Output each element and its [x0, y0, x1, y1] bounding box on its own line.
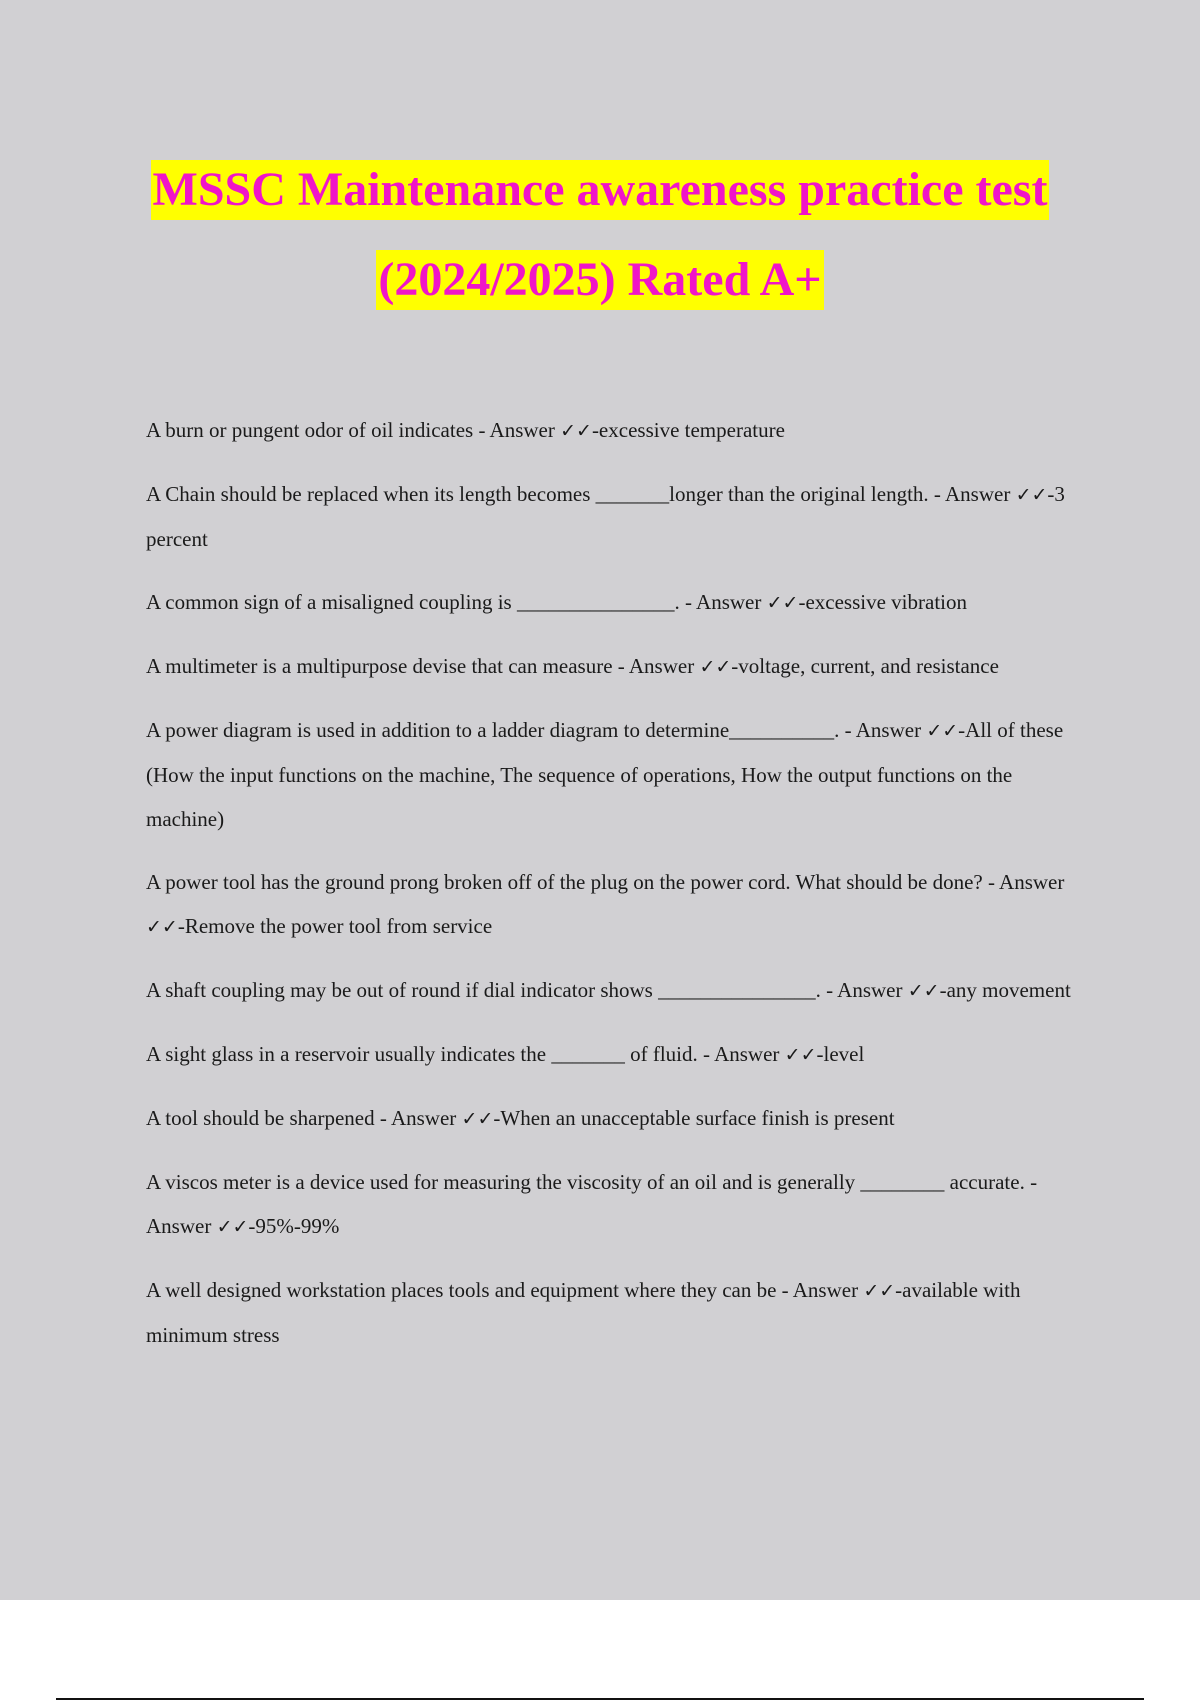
double-check-icon: ✓✓ [1015, 484, 1048, 506]
question-text: A shaft coupling may be out of round if dial indicator shows _______________. - Answer [146, 978, 908, 1002]
qa-list [146, 408, 1086, 1376]
qa-item [146, 408, 1086, 453]
question-text: A power tool has the ground prong broken off of the plug on the power cord. What should be done? - Answer [146, 870, 1065, 894]
qa-item [146, 1268, 1086, 1357]
answer-text: -any movement [939, 978, 1071, 1002]
double-check-icon: ✓✓ [926, 720, 959, 742]
question-text: A well designed workstation places tools and equipment where they can be - Answer [146, 1278, 864, 1302]
qa-item [146, 644, 1086, 689]
qa-item [146, 860, 1086, 949]
question-text: A viscos meter is a device used for measuring the viscosity of an oil and is generally ________ accurate. - Answer [146, 1170, 1038, 1238]
qa-item [146, 708, 1086, 841]
answer-text: -When an unacceptable surface finish is present [493, 1106, 895, 1130]
qa-item [146, 1160, 1086, 1249]
qa-item [146, 1032, 1086, 1077]
double-check-icon: ✓✓ [766, 592, 799, 614]
answer-text: -Remove the power tool from service [177, 914, 493, 938]
page-title [0, 160, 1200, 310]
answer-text: -available with minimum stress [146, 1278, 1021, 1347]
qa-item [146, 580, 1086, 625]
double-check-icon: ✓✓ [863, 1280, 896, 1302]
answer-text: -3 percent [146, 482, 1065, 551]
double-check-icon: ✓✓ [907, 980, 940, 1002]
question-text: A sight glass in a reservoir usually indicates the _______ of fluid. - Answer [146, 1042, 785, 1066]
question-text: A power diagram is used in addition to a ladder diagram to determine__________. - Answer [146, 718, 927, 742]
question-text: A burn or pungent odor of oil indicates - Answer [146, 418, 561, 442]
answer-text: -excessive temperature [591, 418, 785, 442]
double-check-icon: ✓✓ [146, 916, 178, 938]
double-check-icon: ✓✓ [461, 1108, 494, 1130]
question-text: A tool should be sharpened - Answer [146, 1106, 462, 1130]
answer-text: -level [816, 1042, 865, 1066]
question-text: A Chain should be replaced when its length becomes _______longer than the original length. - Answer [146, 482, 1016, 506]
answer-text: -95%-99% [248, 1214, 340, 1238]
question-text: A multimeter is a multipurpose devise that can measure - Answer [146, 654, 700, 678]
double-check-icon: ✓✓ [560, 420, 592, 442]
double-check-icon: ✓✓ [699, 656, 732, 678]
answer-text: -voltage, current, and resistance [731, 654, 999, 678]
title-line-2: (2024/2025) Rated A+ [376, 250, 823, 310]
qa-item [146, 472, 1086, 561]
qa-item [146, 968, 1086, 1013]
answer-text: -excessive vibration [798, 590, 967, 614]
title-line-1: MSSC Maintenance awareness practice test [151, 160, 1050, 220]
double-check-icon: ✓✓ [216, 1216, 249, 1238]
answer-text: -All of these (How the input functions on the machine, The sequence of operations, How the output functions on the machine) [146, 718, 1064, 831]
qa-item [146, 1096, 1086, 1141]
double-check-icon: ✓✓ [784, 1044, 817, 1066]
question-text: A common sign of a misaligned coupling is _______________. - Answer [146, 590, 767, 614]
